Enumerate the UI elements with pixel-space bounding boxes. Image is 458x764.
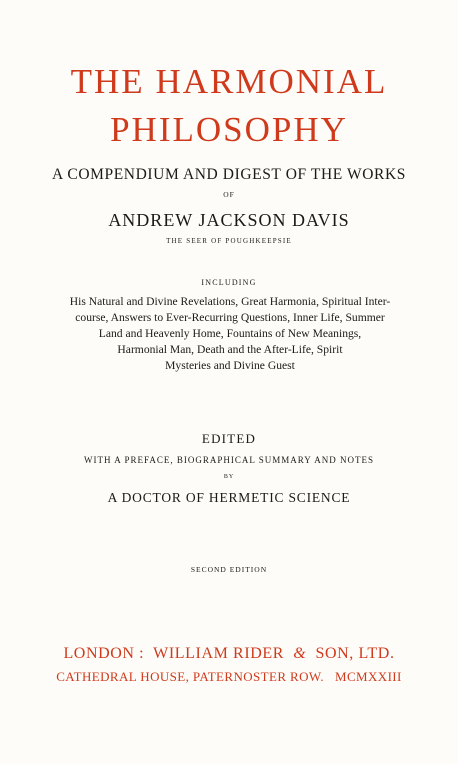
edition-label: SECOND EDITION: [190, 565, 268, 574]
book-title-line-2: PHILOSOPHY: [110, 110, 348, 149]
publisher-address: CATHEDRAL HOUSE, PATERNOSTER ROW.: [56, 669, 325, 684]
editor-name: A DOCTOR OF HERMETIC SCIENCE: [107, 490, 351, 505]
author-epithet: THE SEER OF POUGHKEEPSIE: [166, 237, 292, 245]
publisher-city: LONDON :: [63, 645, 145, 662]
publisher-line: [0, 645, 458, 663]
subtitle: A COMPENDIUM AND DIGEST OF THE WORKS: [51, 166, 407, 183]
publication-year: MCMXXIII: [335, 669, 402, 684]
publisher-address-line: [0, 669, 458, 685]
author-name: ANDREW JACKSON DAVIS: [108, 210, 350, 230]
of-label: OF: [223, 190, 235, 199]
including-label: INCLUDING: [201, 278, 257, 287]
contents-line: Harmonial Man, Death and the After-Life, Spirit: [117, 343, 343, 356]
publisher-name-part2: SON, LTD.: [315, 645, 395, 662]
contents-line: Land and Heavenly Home, Fountains of New Meanings,: [98, 327, 362, 340]
book-title-line-1: THE HARMONIAL: [70, 62, 388, 101]
edited-label: EDITED: [201, 431, 257, 446]
contents-list: [32, 294, 428, 374]
contents-line: His Natural and Divine Revelations, Great Harmonia, Spiritual Inter-: [69, 295, 391, 308]
by-label: BY: [223, 474, 235, 480]
publisher-ampersand: &: [293, 645, 307, 662]
publisher-name-part1: WILLIAM RIDER: [153, 645, 285, 662]
contents-line: course, Answers to Ever-Recurring Questions, Inner Life, Summer: [75, 311, 385, 324]
contents-line: Mysteries and Divine Guest: [165, 359, 295, 372]
preface-line: WITH A PREFACE, BIOGRAPHICAL SUMMARY AND NOTES: [84, 455, 374, 465]
